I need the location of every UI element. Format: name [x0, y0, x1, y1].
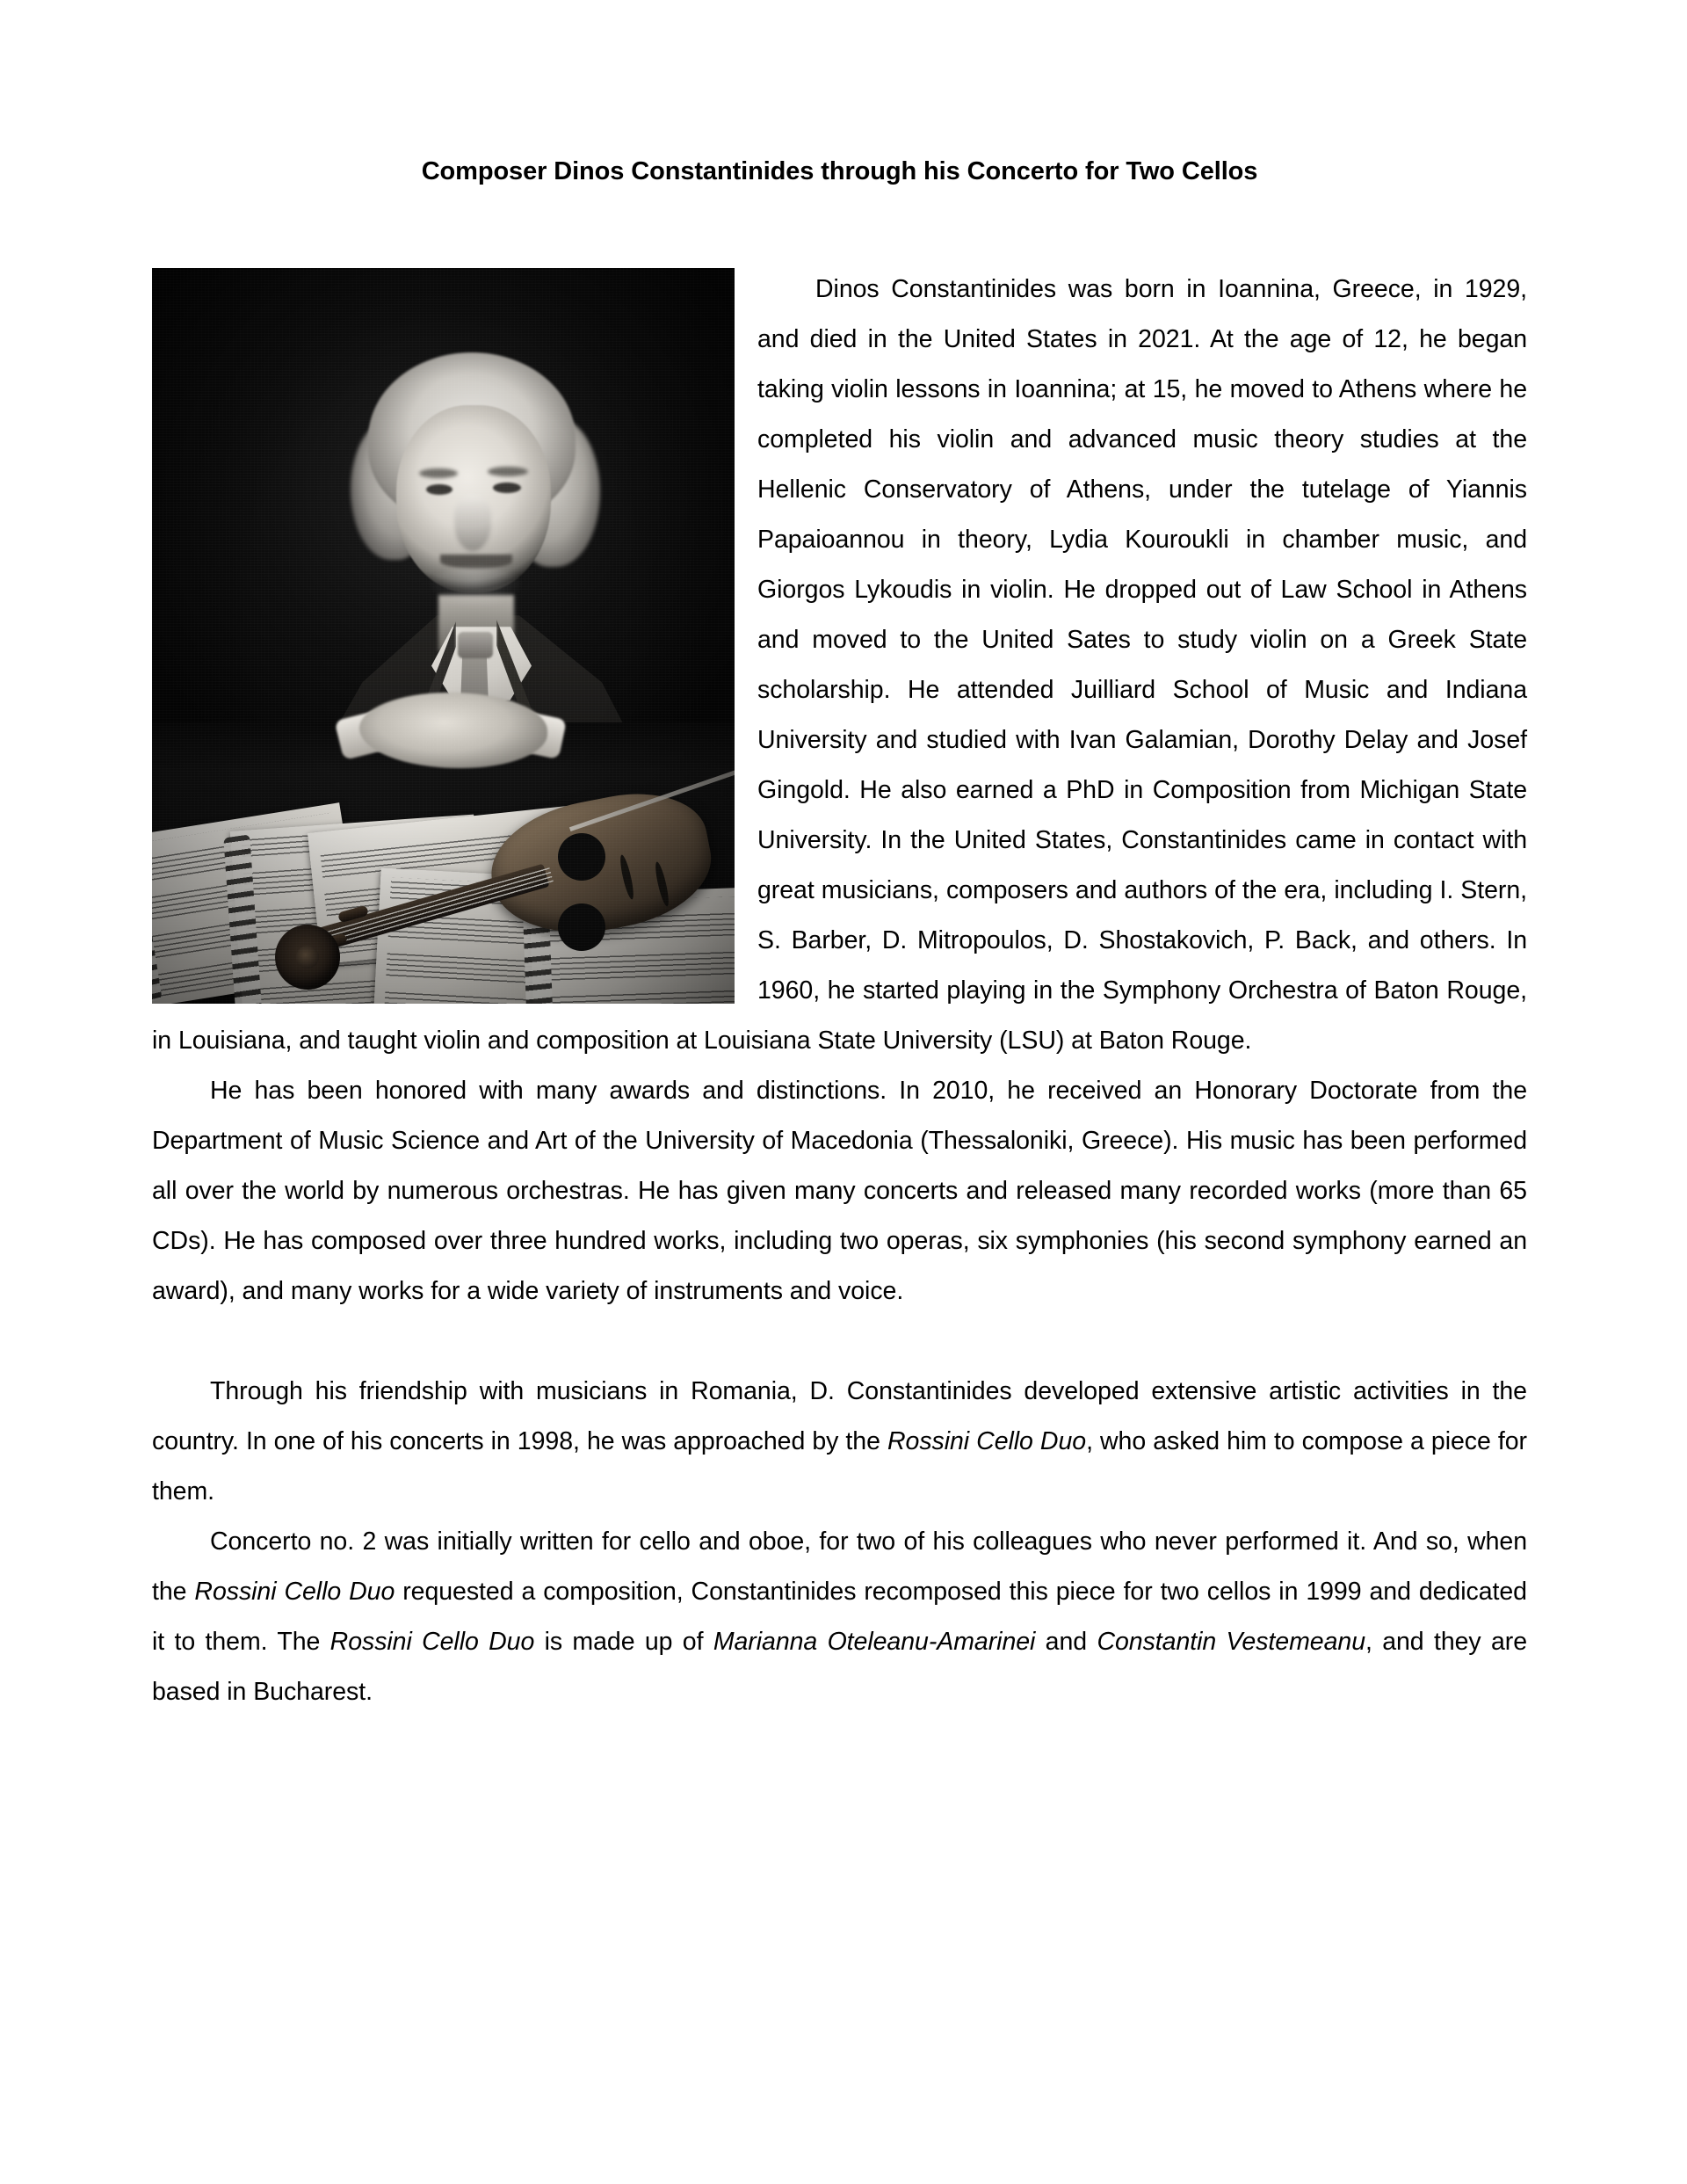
emphasised-text: Rossini Cello Duo [329, 1627, 535, 1656]
plain-text: , who asked him to compose a piece for them. [152, 1426, 1527, 1506]
page-title: Composer Dinos Constantinides through his Concerto for Two Cellos [421, 157, 1258, 185]
composer-portrait-photo [152, 268, 735, 1004]
emphasised-text: Constantin Vestemeanu [1097, 1627, 1365, 1656]
plain-text: , and they are based in Bucharest. [152, 1627, 1527, 1706]
plain-text: Through his friendship with musicians in Romania, D. Constantinides developed extensive artistic activities in the country. In one of his concerts in 1998, he was approached by the [152, 1376, 1527, 1455]
emphasised-text: Rossini Cello Duo [194, 1577, 395, 1606]
paragraph-honors: He has been honored with many awards and distinctions. In 2010, he received an Honorary Doctorate from the Department of Music Science and Art of the University of Macedonia (Thessaloniki, Greece). His music has been performed all over the world by numerous orchestras. He has given many concerts and released many recorded works (more than 65 CDs). He has composed over three hundred works, including two operas, six symphonies (his second symphony earned an award), and many works for a wide variety of instruments and voice. [152, 1076, 1527, 1305]
plain-text: Concerto no. 2 was initially written for cello and oboe, for two of his colleagues who never performed it. And so, when the [152, 1527, 1527, 1606]
document-content [152, 0, 1527, 1717]
plain-text: and [1035, 1627, 1097, 1656]
photo-vignette-overlay [152, 268, 735, 1004]
paragraph-spacer [152, 1317, 1527, 1367]
paragraph-romania [152, 1367, 1527, 1517]
paragraph-biography: Dinos Constantinides was born in Ioannina, Greece, in 1929, and died in the United States in 2021. At the age of 12, he began taking violin lessons in Ioannina; at 15, he moved to Athens where he completed his violin and advanced music theory studies at the Hellenic Conservatory of Athens, under the tutelage of Yiannis Papaioannou in theory, Lydia Kouroukli in chamber music, and Giorgos Lykoudis in violin. He dropped out of Law School in Athens and moved to the United Sates to study violin on a Greek State scholarship. He attended Juilliard School of Music and Indiana University and studied with Ivan Galamian, Dorothy Delay and Josef Gingold. He also earned a PhD in Composition from Michigan State University. In the United States, Constantinides came in contact with great musicians, composers and authors of the era, including I. Stern, S. Barber, D. Mitropoulos, D. Shostakovich, P. Back, and others. In 1960, he started playing in the Symphony Orchestra of Baton Rouge, in Louisiana, and taught violin and composition at Louisiana State University (LSU) at Baton Rouge. [152, 274, 1527, 1055]
emphasised-text: Marianna Oteleanu-Amarinei [713, 1627, 1036, 1656]
emphasised-text: Rossini Cello Duo [887, 1426, 1087, 1455]
intro-section [152, 265, 1527, 1066]
paragraph-concerto [152, 1517, 1527, 1717]
plain-text: is made up of [534, 1627, 713, 1656]
plain-text: requested a composition, Constantinides recomposed this piece for two cellos in 1999 and dedicated it to them. The [152, 1577, 1527, 1656]
